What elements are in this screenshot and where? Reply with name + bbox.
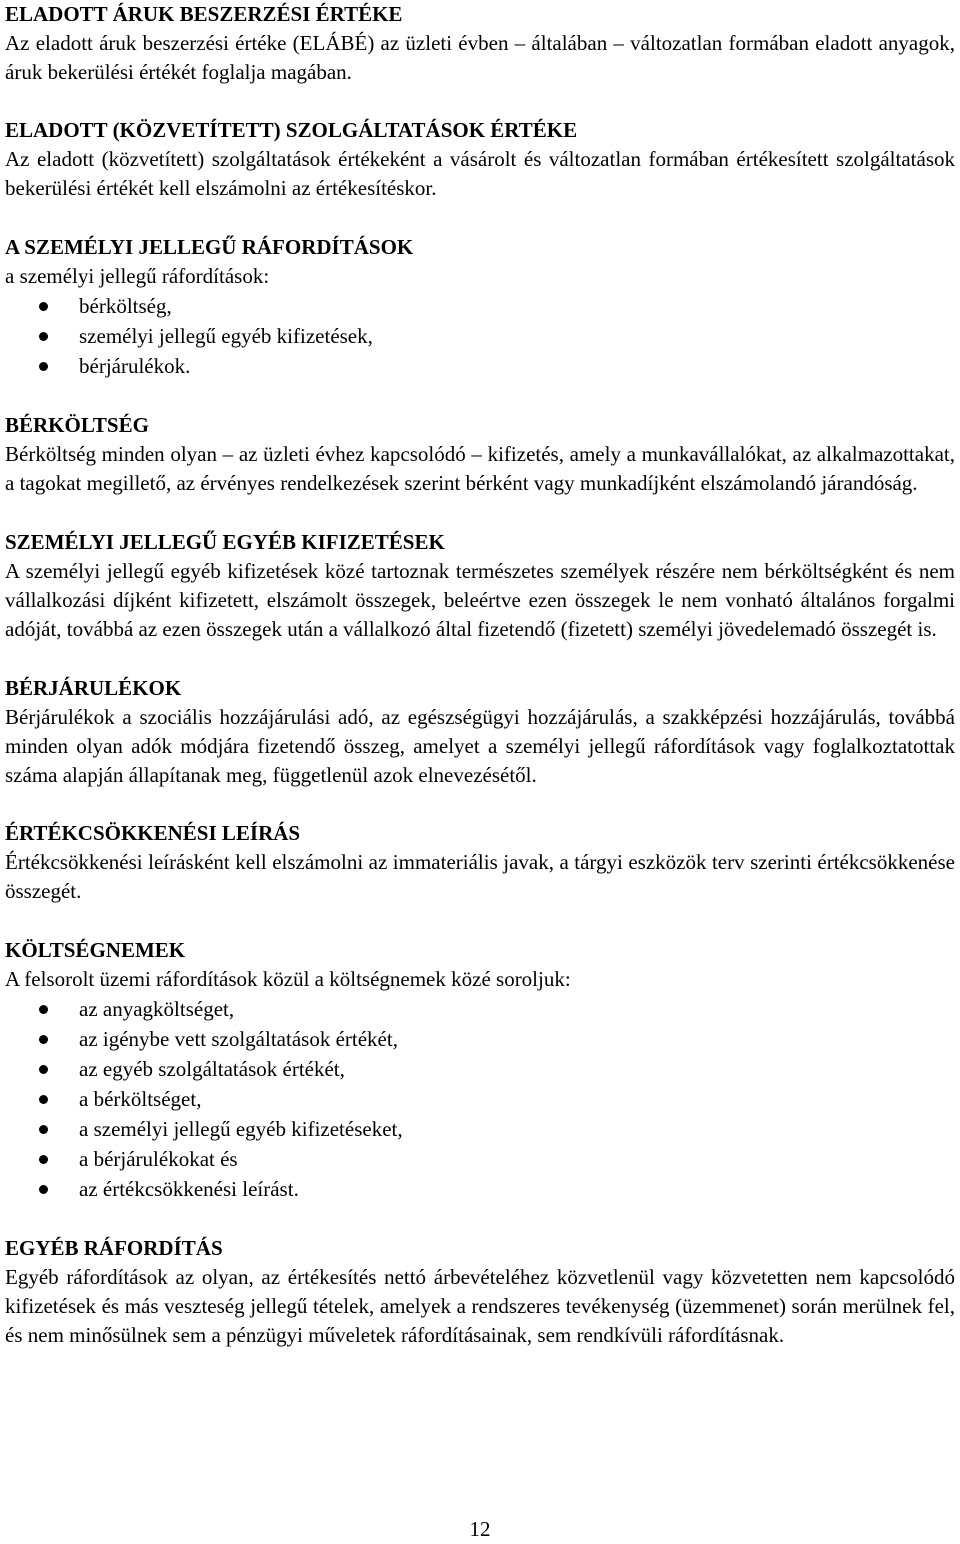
list-item — [5, 1144, 955, 1174]
section-paragraph: Bérköltség minden olyan – az üzleti évhez kapcsolódó – kifizetés, amely a munkavállalókat, az alkalmazottakat, a tagokat megillető, az érvényes rendelkezések szerint bérként vagy munkadíjként elszámolandó járandóság. — [5, 442, 955, 495]
section-paragraph: A személyi jellegű egyéb kifizetések közé tartoznak természetes személyek részére nem bérköltségként és nem vállalkozási díjként kifizetett, elszámolt összegek, beleértve ezen összegek le nem vonható általános forgalmi adóját, továbbá az ezen összegek után a vállalkozó által fizetendő (fizetett) személyi jövedelemadó összegét is. — [5, 559, 955, 641]
section-paragraph: Az eladott áruk beszerzési értéke (ELÁBÉ) az üzleti évben – általában – változatlan formában eladott anyagok, áruk bekerülési értékét foglalja magában. — [5, 31, 955, 84]
section-berkoltseg — [5, 411, 955, 498]
section-heading: KÖLTSÉGNEMEK — [5, 938, 186, 962]
section-heading: ELADOTT ÁRUK BESZERZÉSI ÉRTÉKE — [5, 2, 403, 26]
section-paragraph: Egyéb ráfordítások az olyan, az értékesítés nettó árbevételéhez közvetlenül vagy közvetetten nem kapcsolódó kifizetések és más veszteség jellegű tételek, amelyek a rendszeres tevékenység (üzemmenet) során merülnek fel, és nem minősülnek sem a pénzügyi műveletek ráfordításainak, sem rendkívüli ráfordításnak. — [5, 1265, 955, 1347]
bullet-icon — [39, 302, 48, 311]
list-item — [5, 351, 955, 381]
section-paragraph: Az eladott (közvetített) szolgáltatások értékeként a vásárolt és változatlan formában értékesített szolgáltatások bekerülési értékét kell elszámolni az értékesítéskor. — [5, 147, 955, 200]
list-item — [5, 291, 955, 321]
list-item-text: az egyéb szolgáltatások értékét, — [79, 1057, 345, 1081]
list-item-text: az értékcsökkenési leírást. — [79, 1177, 299, 1201]
list-item — [5, 1054, 955, 1084]
section-paragraph: Bérjárulékok a szociális hozzájárulási adó, az egészségügyi hozzájárulás, a szakképzési hozzájárulás, továbbá minden olyan adók módjára fizetendő összeg, amelyet a személyi jellegű ráfordítások vagy foglalkoztatottak száma alapján állapítanak meg, függetlenül azok elnevezésétől. — [5, 705, 955, 787]
list-item — [5, 994, 955, 1024]
list-item — [5, 321, 955, 351]
section-heading: EGYÉB RÁFORDÍTÁS — [5, 1236, 223, 1260]
section-ertekcsokkenesi-leiras — [5, 819, 955, 906]
list-item-text: a bérjárulékokat és — [79, 1147, 238, 1171]
list-item-text: személyi jellegű egyéb kifizetések, — [79, 324, 373, 348]
section-egyeb-raforditas — [5, 1234, 955, 1350]
section-heading: ÉRTÉKCSÖKKENÉSI LEÍRÁS — [5, 821, 301, 845]
document-page — [5, 0, 955, 1350]
section-kozvetitett-szolgaltatasok — [5, 116, 955, 203]
list-item-text: bérköltség, — [79, 294, 172, 318]
section-heading: A SZEMÉLYI JELLEGŰ RÁFORDÍTÁSOK — [5, 235, 414, 259]
section-paragraph: A felsorolt üzemi ráfordítások közül a költségnemek közé soroljuk: — [5, 967, 571, 991]
bullet-icon — [39, 1035, 48, 1044]
section-szemelyi-jellegu-raforditasok — [5, 233, 955, 381]
list-item-text: a bérköltséget, — [79, 1087, 202, 1111]
section-heading: SZEMÉLYI JELLEGŰ EGYÉB KIFIZETÉSEK — [5, 530, 445, 554]
section-paragraph: a személyi jellegű ráfordítások: — [5, 264, 270, 288]
list-item-text: bérjárulékok. — [79, 354, 191, 378]
list-item-text: az igénybe vett szolgáltatások értékét, — [79, 1027, 398, 1051]
page-number: 12 — [469, 1517, 491, 1541]
list-item-text: az anyagköltséget, — [79, 997, 235, 1021]
section-paragraph: Értékcsökkenési leírásként kell elszámolni az immateriális javak, a tárgyi eszközök terv szerinti értékcsökkenése összegét. — [5, 850, 955, 903]
list-item — [5, 1084, 955, 1114]
bullet-list — [5, 994, 955, 1204]
bullet-list — [5, 291, 955, 381]
bullet-icon — [39, 1155, 48, 1164]
section-szemelyi-jellegu-egyeb-kifizetesek — [5, 528, 955, 644]
section-heading: ELADOTT (KÖZVETÍTETT) SZOLGÁLTATÁSOK ÉRTÉKE — [5, 118, 578, 142]
bullet-icon — [39, 362, 48, 371]
section-elabe — [5, 0, 955, 87]
bullet-icon — [39, 1065, 48, 1074]
section-heading: BÉRKÖLTSÉG — [5, 413, 149, 437]
section-koltsegnemek — [5, 936, 955, 1204]
bullet-icon — [39, 1185, 48, 1194]
list-item — [5, 1024, 955, 1054]
bullet-icon — [39, 1005, 48, 1014]
bullet-icon — [39, 1095, 48, 1104]
list-item-text: a személyi jellegű egyéb kifizetéseket, — [79, 1117, 403, 1141]
section-berjarulekok — [5, 674, 955, 790]
list-item — [5, 1114, 955, 1144]
list-item — [5, 1174, 955, 1204]
section-heading: BÉRJÁRULÉKOK — [5, 676, 182, 700]
bullet-icon — [39, 332, 48, 341]
bullet-icon — [39, 1125, 48, 1134]
